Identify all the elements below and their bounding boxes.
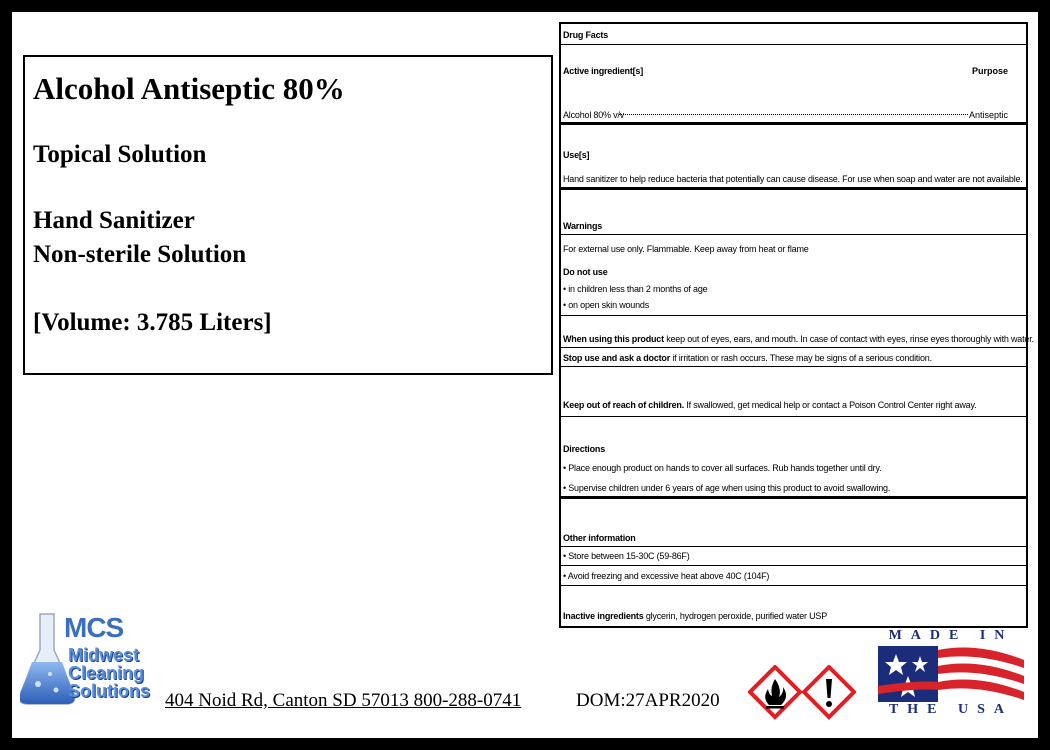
divider <box>561 546 1026 547</box>
logo-word-3: Solutions <box>68 681 150 701</box>
directions-heading: Directions <box>563 444 606 454</box>
purpose-heading: Purpose <box>971 66 1008 76</box>
made-in-text: MADE IN <box>888 628 1014 643</box>
keep-out-label: Keep out of reach of children. <box>563 400 685 410</box>
stop-use-label: Stop use and ask a doctor <box>563 353 671 363</box>
active-ingredient-value: Alcohol 80% v/v <box>563 110 625 120</box>
warnings-heading: Warnings <box>563 221 603 231</box>
divider <box>561 122 1026 125</box>
divider <box>561 234 1026 235</box>
directions-item: • Supervise children under 6 years of age when using this product to avoid swallowing. <box>563 483 891 493</box>
uses-heading: Use[s] <box>563 150 590 160</box>
when-using-line <box>563 334 1034 344</box>
divider <box>561 496 1026 499</box>
stop-use-text: if irritation or rash occurs. These may be signs of a serious condition. <box>670 353 932 363</box>
keep-out-text: If swallowed, get medical help or contact a Poison Control Center right away. <box>684 400 977 410</box>
other-info-item: • Store between 15-30C (59-86F) <box>563 551 690 561</box>
flame-icon <box>750 667 800 717</box>
do-not-use-item: • in children less than 2 months of age <box>563 284 708 294</box>
exclamation-icon <box>804 667 854 717</box>
drug-facts-header: Drug Facts <box>563 30 609 40</box>
drug-facts-panel <box>559 22 1034 628</box>
logo-word-2: Cleaning <box>68 663 145 683</box>
hazard-pictograms <box>748 665 856 721</box>
active-ingredient-heading: Active ingredient[s] <box>563 66 644 76</box>
divider <box>561 187 1026 190</box>
stop-use-line <box>563 353 932 363</box>
product-form: Topical Solution <box>33 141 207 168</box>
purpose-value: Antiseptic <box>968 110 1008 120</box>
when-using-text: keep out of eyes, ears, and mouth. In case of contact with eyes, rinse eyes thoroughly with water. <box>663 334 1034 344</box>
do-not-use-heading: Do not use <box>563 267 608 277</box>
product-type-1: Hand Sanitizer <box>33 207 195 234</box>
product-title: Alcohol Antiseptic 80% <box>33 71 345 106</box>
divider <box>561 565 1026 566</box>
divider <box>561 366 1026 367</box>
uses-text: Hand sanitizer to help reduce bacteria that potentially can cause disease. For use when soap and water are not available. <box>563 174 1023 184</box>
usa-flag-icon <box>878 646 1024 702</box>
made-in-usa-badge <box>876 628 1026 720</box>
leader-dots <box>619 114 988 115</box>
do-not-use-item: • on open skin wounds <box>563 300 650 310</box>
product-volume: [Volume: 3.785 Liters] <box>33 309 272 336</box>
product-type-2: Non-sterile Solution <box>33 241 247 268</box>
warnings-text: For external use only. Flammable. Keep away from heat or flame <box>563 244 809 254</box>
logo-initials: MCS <box>64 612 124 643</box>
inactive-line <box>563 611 827 621</box>
date-of-manufacture: DOM:27APR2020 <box>576 690 720 711</box>
keep-out-line <box>563 400 976 410</box>
divider <box>561 416 1026 417</box>
divider <box>561 347 1026 348</box>
divider <box>561 585 1026 586</box>
logo-word-1: Midwest <box>68 645 140 665</box>
inactive-text: glycerin, hydrogen peroxide, purified water USP <box>643 611 828 621</box>
directions-item: • Place enough product on hands to cover all surfaces. Rub hands together until dry. <box>563 463 882 473</box>
other-info-item: • Avoid freezing and excessive heat above 40C (104F) <box>563 571 770 581</box>
product-info-box <box>23 55 553 375</box>
when-using-label: When using this product <box>563 334 664 344</box>
divider <box>561 44 1026 45</box>
inactive-label: Inactive ingredients <box>563 611 644 621</box>
divider <box>561 315 1026 316</box>
other-info-heading: Other information <box>563 533 636 543</box>
address-line: 404 Noid Rd, Canton SD 57013 800-288-0741 <box>165 690 522 711</box>
the-usa-text: THE USA <box>888 702 1014 717</box>
